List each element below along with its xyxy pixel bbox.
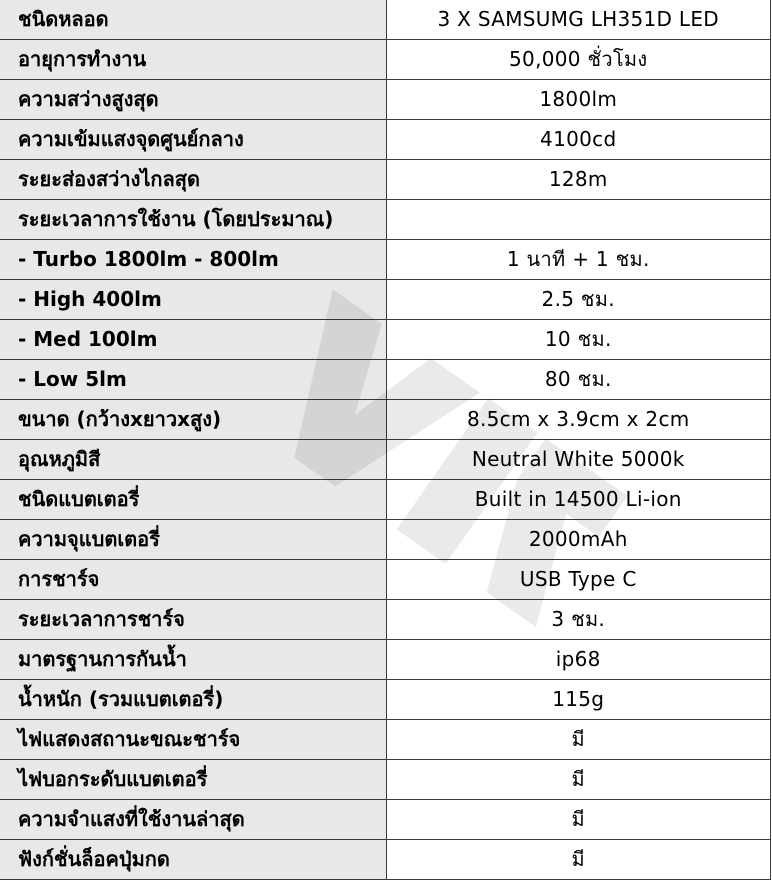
- spec-label: มาตรฐานการกันน้ำ: [0, 640, 386, 680]
- spec-value: 1800lm: [386, 80, 771, 120]
- spec-value: 10 ชม.: [386, 320, 771, 360]
- spec-row: [0, 160, 771, 200]
- spec-row: [0, 40, 771, 80]
- spec-value: 128m: [386, 160, 771, 200]
- spec-label: ความเข้มแสงจุดศูนย์กลาง: [0, 120, 386, 160]
- spec-label: - Low 5lm: [0, 360, 386, 400]
- spec-row: [0, 120, 771, 160]
- spec-value: 2.5 ชม.: [386, 280, 771, 320]
- spec-label: ชนิดแบตเตอรี่: [0, 480, 386, 520]
- spec-label: ระยะส่องสว่างไกลสุด: [0, 160, 386, 200]
- spec-row: [0, 240, 771, 280]
- spec-label: น้ำหนัก (รวมแบตเตอรี่): [0, 680, 386, 720]
- spec-value: 80 ชม.: [386, 360, 771, 400]
- spec-label: ความสว่างสูงสุด: [0, 80, 386, 120]
- spec-label: อายุการทำงาน: [0, 40, 386, 80]
- spec-value: 1 นาที + 1 ชม.: [386, 240, 771, 280]
- spec-row: [0, 480, 771, 520]
- spec-row: [0, 680, 771, 720]
- spec-row: [0, 320, 771, 360]
- spec-label: ไฟบอกระดับแบตเตอรี่: [0, 760, 386, 800]
- spec-label: การชาร์จ: [0, 560, 386, 600]
- spec-value: 8.5cm x 3.9cm x 2cm: [386, 400, 771, 440]
- spec-label: - High 400lm: [0, 280, 386, 320]
- spec-label: ความจำแสงที่ใช้งานล่าสุด: [0, 800, 386, 840]
- spec-label: ฟังก์ชั่นล็อคปุ่มกด: [0, 840, 386, 880]
- spec-value: 50,000 ชั่วโมง: [386, 40, 771, 80]
- spec-row: [0, 760, 771, 800]
- spec-value: มี: [386, 800, 771, 840]
- spec-label: อุณหภูมิสี: [0, 440, 386, 480]
- spec-label: ระยะเวลาการชาร์จ: [0, 600, 386, 640]
- spec-row: [0, 520, 771, 560]
- spec-value: มี: [386, 720, 771, 760]
- spec-label: ความจุแบตเตอรี่: [0, 520, 386, 560]
- spec-row: [0, 640, 771, 680]
- spec-row: [0, 840, 771, 880]
- spec-value: 4100cd: [386, 120, 771, 160]
- spec-label: ชนิดหลอด: [0, 0, 386, 40]
- spec-row: [0, 560, 771, 600]
- spec-label: ไฟแสดงสถานะขณะชาร์จ: [0, 720, 386, 760]
- spec-value: 3 ชม.: [386, 600, 771, 640]
- spec-value: USB Type C: [386, 560, 771, 600]
- spec-row: [0, 600, 771, 640]
- spec-label: - Med 100lm: [0, 320, 386, 360]
- spec-label: ระยะเวลาการใช้งาน (โดยประมาณ): [0, 200, 386, 240]
- spec-row: [0, 800, 771, 840]
- spec-label: ขนาด (กว้างxยาวxสูง): [0, 400, 386, 440]
- spec-value: 3 X SAMSUMG LH351D LED: [386, 0, 771, 40]
- spec-row: [0, 400, 771, 440]
- spec-row: [0, 280, 771, 320]
- spec-value: [386, 200, 771, 240]
- spec-label: - Turbo 1800lm - 800lm: [0, 240, 386, 280]
- spec-value: ip68: [386, 640, 771, 680]
- spec-row: [0, 200, 771, 240]
- spec-value: Neutral White 5000k: [386, 440, 771, 480]
- spec-row: [0, 720, 771, 760]
- spec-value: 115g: [386, 680, 771, 720]
- spec-value: มี: [386, 840, 771, 880]
- spec-value: Built in 14500 Li-ion: [386, 480, 771, 520]
- spec-row: [0, 0, 771, 40]
- spec-row: [0, 440, 771, 480]
- spec-value: 2000mAh: [386, 520, 771, 560]
- spec-value: มี: [386, 760, 771, 800]
- spec-row: [0, 80, 771, 120]
- spec-row: [0, 360, 771, 400]
